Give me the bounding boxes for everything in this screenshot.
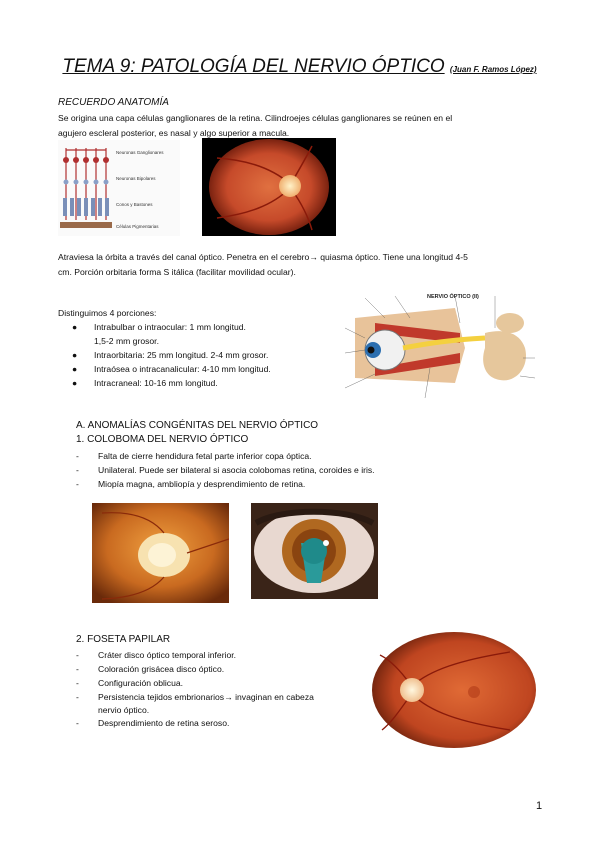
list-item: ● Intraósea o intracanalicular: 4-10 mm longitud. <box>72 364 271 374</box>
list-item: 1,5-2 mm grosor. <box>94 336 159 346</box>
retina-label-ganglionares: Neuronas Ganglionares <box>116 150 164 155</box>
section-heading-anomalias: A. ANOMALÍAS CONGÉNITAS DEL NERVIO ÓPTICO <box>76 420 319 431</box>
orbita-line-1: Atraviesa la órbita a través del canal óptico. Penetra en el cerebro→ quiasma óptico. Tiene una longitud 4-5 <box>58 252 468 262</box>
bullet-icon: ● <box>72 350 78 360</box>
list-item: ● Intraorbitaria: 25 mm longitud. 2-4 mm grosor. <box>72 350 269 360</box>
list-item: ● Intrabulbar o intraocular: 1 mm longitud. <box>72 322 246 332</box>
list-item: - Unilateral. Puede ser bilateral si asocia colobomas retina, coroides e iris. <box>76 465 375 475</box>
recuerdo-line-1: Se origina una capa células ganglionares de la retina. Cilindroejes células ganglionares se reúnen en el <box>58 113 453 123</box>
list-item: - Desprendimiento de retina seroso. <box>76 718 230 728</box>
fundus-photo-normal <box>202 138 336 236</box>
orbita-line-2: cm. Porción orbitaria forma S itálica (facilitar movilidad ocular). <box>58 267 296 277</box>
porciones-intro: Distinguimos 4 porciones: <box>58 308 157 318</box>
foseta-fundus-photo <box>370 630 538 750</box>
page-number: 1 <box>536 800 543 812</box>
bullet-icon: ● <box>72 378 78 388</box>
title-main: TEMA 9: PATOLOGÍA DEL NERVIO ÓPTICO <box>62 56 445 77</box>
title-author: (Juan F. Ramos López) <box>449 65 537 74</box>
list-item: - Configuración oblicua. <box>76 678 184 688</box>
recuerdo-line-2: agujero escleral posterior, es nasal y algo superior a macula. <box>58 128 290 138</box>
list-item: - Cráter disco óptico temporal inferior. <box>76 650 237 660</box>
bullet-icon: ● <box>72 322 78 332</box>
diagram-label-nervio-optico: NERVIO ÓPTICO (II) <box>427 294 479 300</box>
optic-nerve-anatomy-diagram <box>335 288 549 408</box>
subheading-foseta: 2. FOSETA PAPILAR <box>76 634 171 645</box>
list-item: ● Intracraneal: 10-16 mm longitud. <box>72 378 218 388</box>
list-item: nervio óptico. <box>98 705 150 715</box>
coloboma-fundus-photo <box>92 503 229 603</box>
retina-label-bipolares: Neuronas Bipolares <box>116 176 156 181</box>
page-title <box>0 56 599 78</box>
list-item: - Miopía magna, ambliopía y desprendimiento de retina. <box>76 479 306 489</box>
subheading-coloboma: 1. COLOBOMA DEL NERVIO ÓPTICO <box>76 434 249 445</box>
list-item: - Coloración grisácea disco óptico. <box>76 664 225 674</box>
retina-label-pigmentarias: Células Pigmentarias <box>116 224 159 229</box>
section-heading-recuerdo: RECUERDO ANATOMÍA <box>58 97 169 108</box>
list-item: - Persistencia tejidos embrionarios→ invaginan en cabeza <box>76 692 314 702</box>
bullet-icon: ● <box>72 364 78 374</box>
retina-layers-diagram <box>58 140 180 236</box>
iris-coloboma-photo <box>251 503 378 599</box>
list-item: - Falta de cierre hendidura fetal parte inferior copa óptica. <box>76 451 312 461</box>
retina-label-conos: Conos y Bastones <box>116 202 153 207</box>
